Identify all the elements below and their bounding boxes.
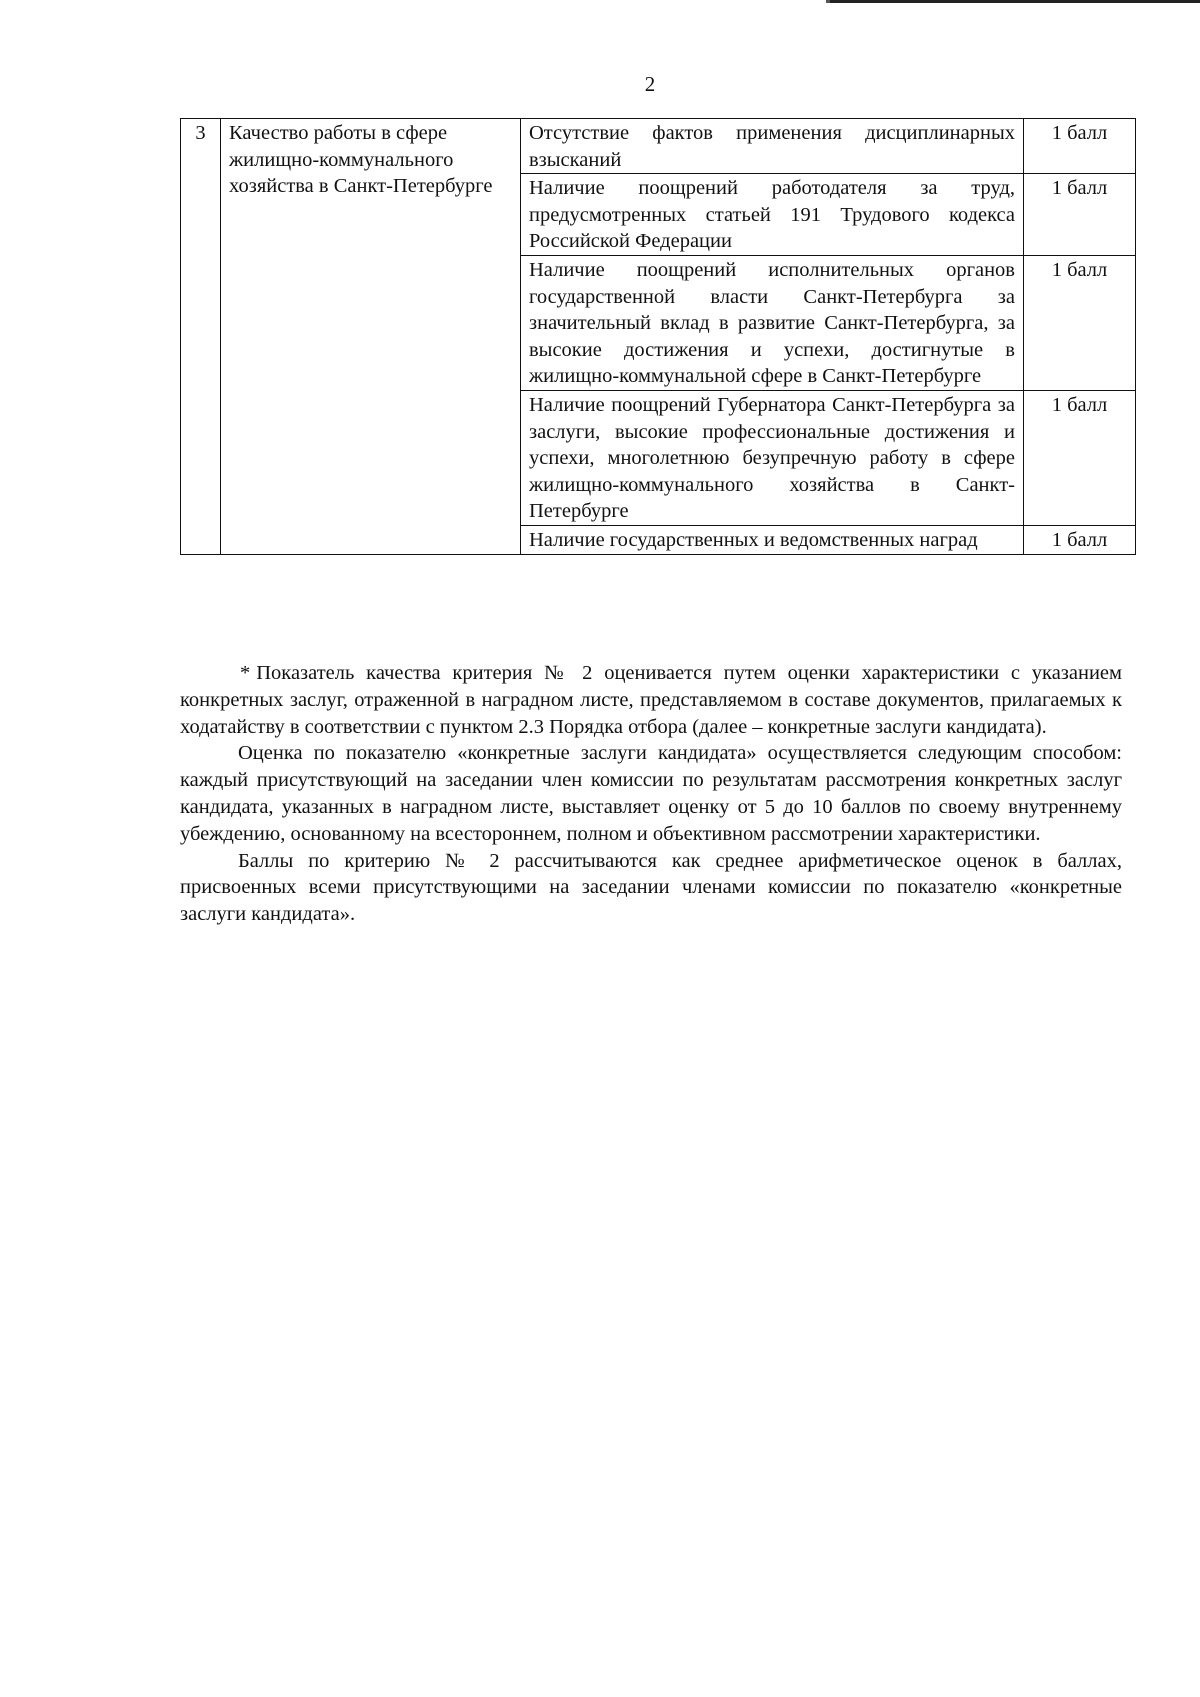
footnote-text: Показатель качества критерия № 2 оценивается путем оценки характеристики с указанием конкретных заслуг, отраженной в наградном листе, представляемом в составе документов, прилагаемых к ходатайству в соответствии с пунктом 2.3 Порядка отбора (далее – конкретные заслуги кандидата).: [180, 662, 1122, 738]
indicator-score: 1 балл: [1024, 525, 1136, 554]
indicator-text: Наличие поощрений работодателя за труд, предусмотренных статьей 191 Трудового кодекса Российской Федерации: [521, 174, 1024, 256]
scan-top-rule: [830, 0, 1200, 3]
indicator-text: Наличие государственных и ведомственных наград: [521, 525, 1024, 554]
criteria-table: [180, 118, 1136, 555]
body-paragraph: Баллы по критерию № 2 рассчитываются как среднее арифметическое оценок в баллах, присвоенных всеми присутствующими на заседании членами комиссии по показателю «конкретные заслуги кандидата».: [180, 849, 1122, 926]
indicator-text: Наличие поощрений Губернатора Санкт-Петербурга за заслуги, высокие профессиональные достижения и успехи, многолетнюю безупречную работу в сфере жилищно-коммунального хозяйства в Санкт-Петербурге: [521, 390, 1024, 525]
indicator-score: 1 балл: [1024, 390, 1136, 525]
table-row: [181, 119, 1136, 174]
indicator-text: Наличие поощрений исполнительных органов государственной власти Санкт-Петербурга за значительный вклад в развитие Санкт-Петербурга, за высокие достижения и успехи, достигнутые в жилищно-коммунальной сфере в Санкт-Петербурге: [521, 255, 1024, 390]
indicator-score: 1 балл: [1024, 174, 1136, 256]
criterion-number: 3: [181, 119, 221, 555]
page-number: 2: [644, 72, 656, 96]
indicator-score: 1 балл: [1024, 255, 1136, 390]
indicator-text: Отсутствие фактов применения дисциплинарных взысканий: [521, 119, 1024, 174]
notes-section: [180, 660, 1122, 928]
footnote-marker: *: [240, 662, 251, 684]
indicator-score: 1 балл: [1024, 119, 1136, 174]
criterion-name: Качество работы в сфере жилищно-коммунального хозяйства в Санкт-Петербурге: [221, 119, 521, 555]
body-paragraph: Оценка по показателю «конкретные заслуги кандидата» осуществляется следующим способом: каждый присутствующий на заседании член комиссии по результатам рассмотрения конкретных заслуг кандидата, указанных в наградном листе, выставляет оценку от 5 до 10 баллов по своему внутреннему убеждению, основанному на всестороннем, полном и объективном рассмотрении характеристики.: [180, 742, 1122, 845]
footnote-paragraph: [180, 660, 1122, 740]
